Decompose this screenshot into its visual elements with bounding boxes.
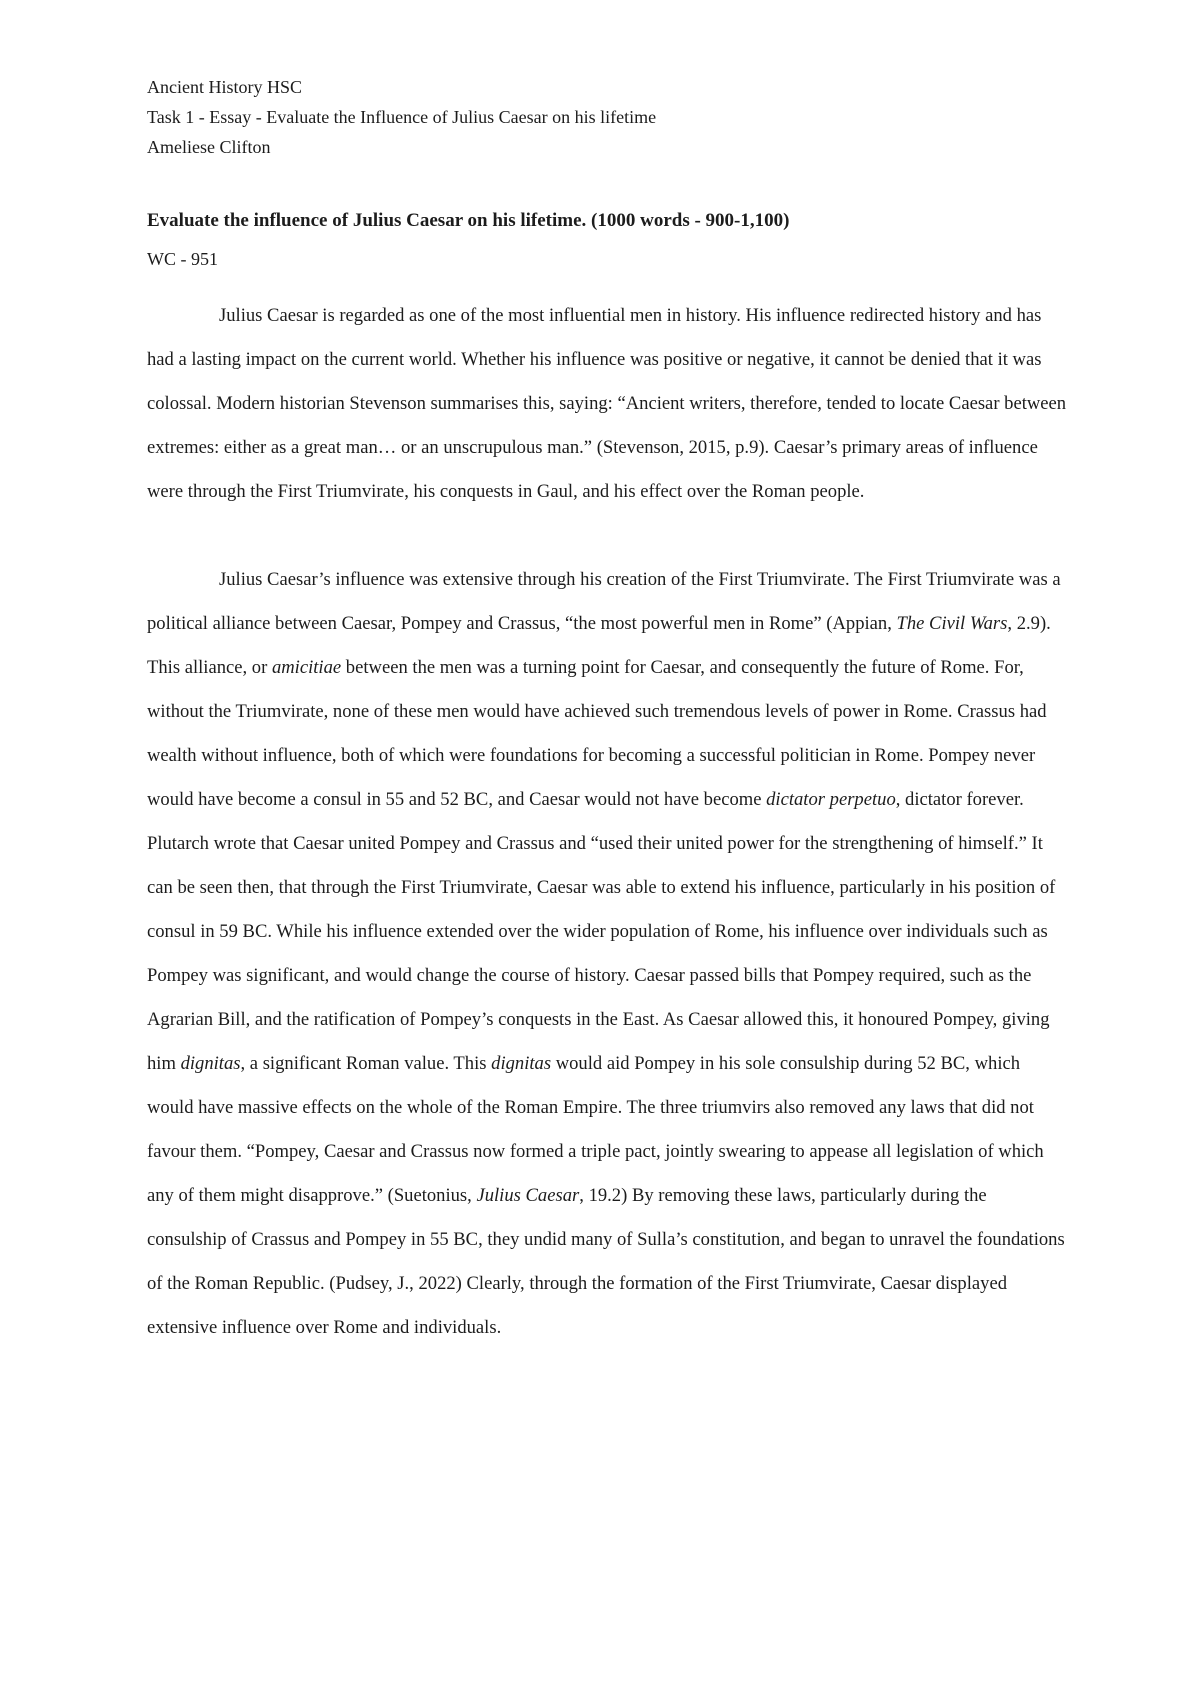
paragraph-first-triumvirate [147,558,1067,1350]
paragraph-introduction: Julius Caesar is regarded as one of the most influential men in history. His influence redirected history and has had a lasting impact on the current world. Whether his influence was positive or negative, it cannot be denied that it was colossal. Modern historian Stevenson summarises this, saying: “Ancient writers, therefore, tended to locate Caesar between extremes: either as a great man… or an unscrupulous man.” (Stevenson, 2015, p.9). Caesar’s primary areas of influence were through the First Triumvirate, his conquests in Gaul, and his effect over the Roman people. [147,305,1067,502]
essay-title: Evaluate the influence of Julius Caesar on his lifetime. (1000 words - 900-1,100) [147,210,790,231]
course-name: Ancient History HSC [147,77,302,97]
paragraph-text: would aid Pompey in his sole consulship during 52 BC, which would have massive effects on the whole of the Roman Empire. The three triumvirs also removed any laws that did not favour them. “Pompey, Caesar and Crassus now formed a triple pact, jointly swearing to appease all legislation of which any of them might disapprove.” (Suetonius, [147,1053,1044,1206]
paragraph-text: between the men was a turning point for Caesar, and consequently the future of Rome. For, without the Triumvirate, none of these men would have achieved such tremendous levels of power in Rome. Crassus had wealth without influence, both of which were foundations for becoming a successful politician in Rome. Pompey never would have become a consul in 55 and 52 BC, and Caesar would not have become [147,657,1047,810]
latin-term: dignitas [491,1053,552,1074]
latin-term: amicitiae [271,657,342,678]
source-title: Julius Caesar [476,1185,580,1206]
paragraph-text: , 19.2) By removing these laws, particularly during the consulship of Crassus and Pompey in 55 BC, they undid many of Sulla’s constitution, and began to unravel the foundations of the Roman Republic. (Pudsey, J., 2022) Clearly, through the formation of the First Triumvirate, Caesar displayed extensive influence over Rome and individuals. [147,1185,1065,1338]
paragraph-text: Julius Caesar’s influence was extensive through his creation of the First Triumvirate. The First Triumvirate was a political alliance between Caesar, Pompey and Crassus, “the most powerful men in Rome” (Appian, [147,569,1061,634]
latin-term: dictator perpetuo [766,789,896,810]
paragraph-text: , dictator forever. Plutarch wrote that Caesar united Pompey and Crassus and “used their united power for the strengthening of himself.” It can be seen then, that through the First Triumvirate, Caesar was able to extend his influence, particularly in his position of consul in 59 BC. While his influence extended over the wider population of Rome, his influence over individuals such as Pompey was significant, and would change the course of history. Caesar passed bills that Pompey required, such as the Agrarian Bill, and the ratification of Pompey’s conquests in the East. As Caesar allowed this, it honoured Pompey, giving him [147,789,1056,1074]
latin-term: dignitas [180,1053,241,1074]
paragraph-text: , 2.9). This alliance, or [147,613,1051,678]
task-title: Task 1 - Essay - Evaluate the Influence of Julius Caesar on his lifetime [147,107,657,127]
author-name: Ameliese Clifton [147,137,271,157]
document-page [147,72,1067,1350]
word-count: WC - 951 [147,249,218,269]
source-title: The Civil Wars [896,613,1008,634]
paragraph-text: , a significant Roman value. This [240,1053,492,1074]
